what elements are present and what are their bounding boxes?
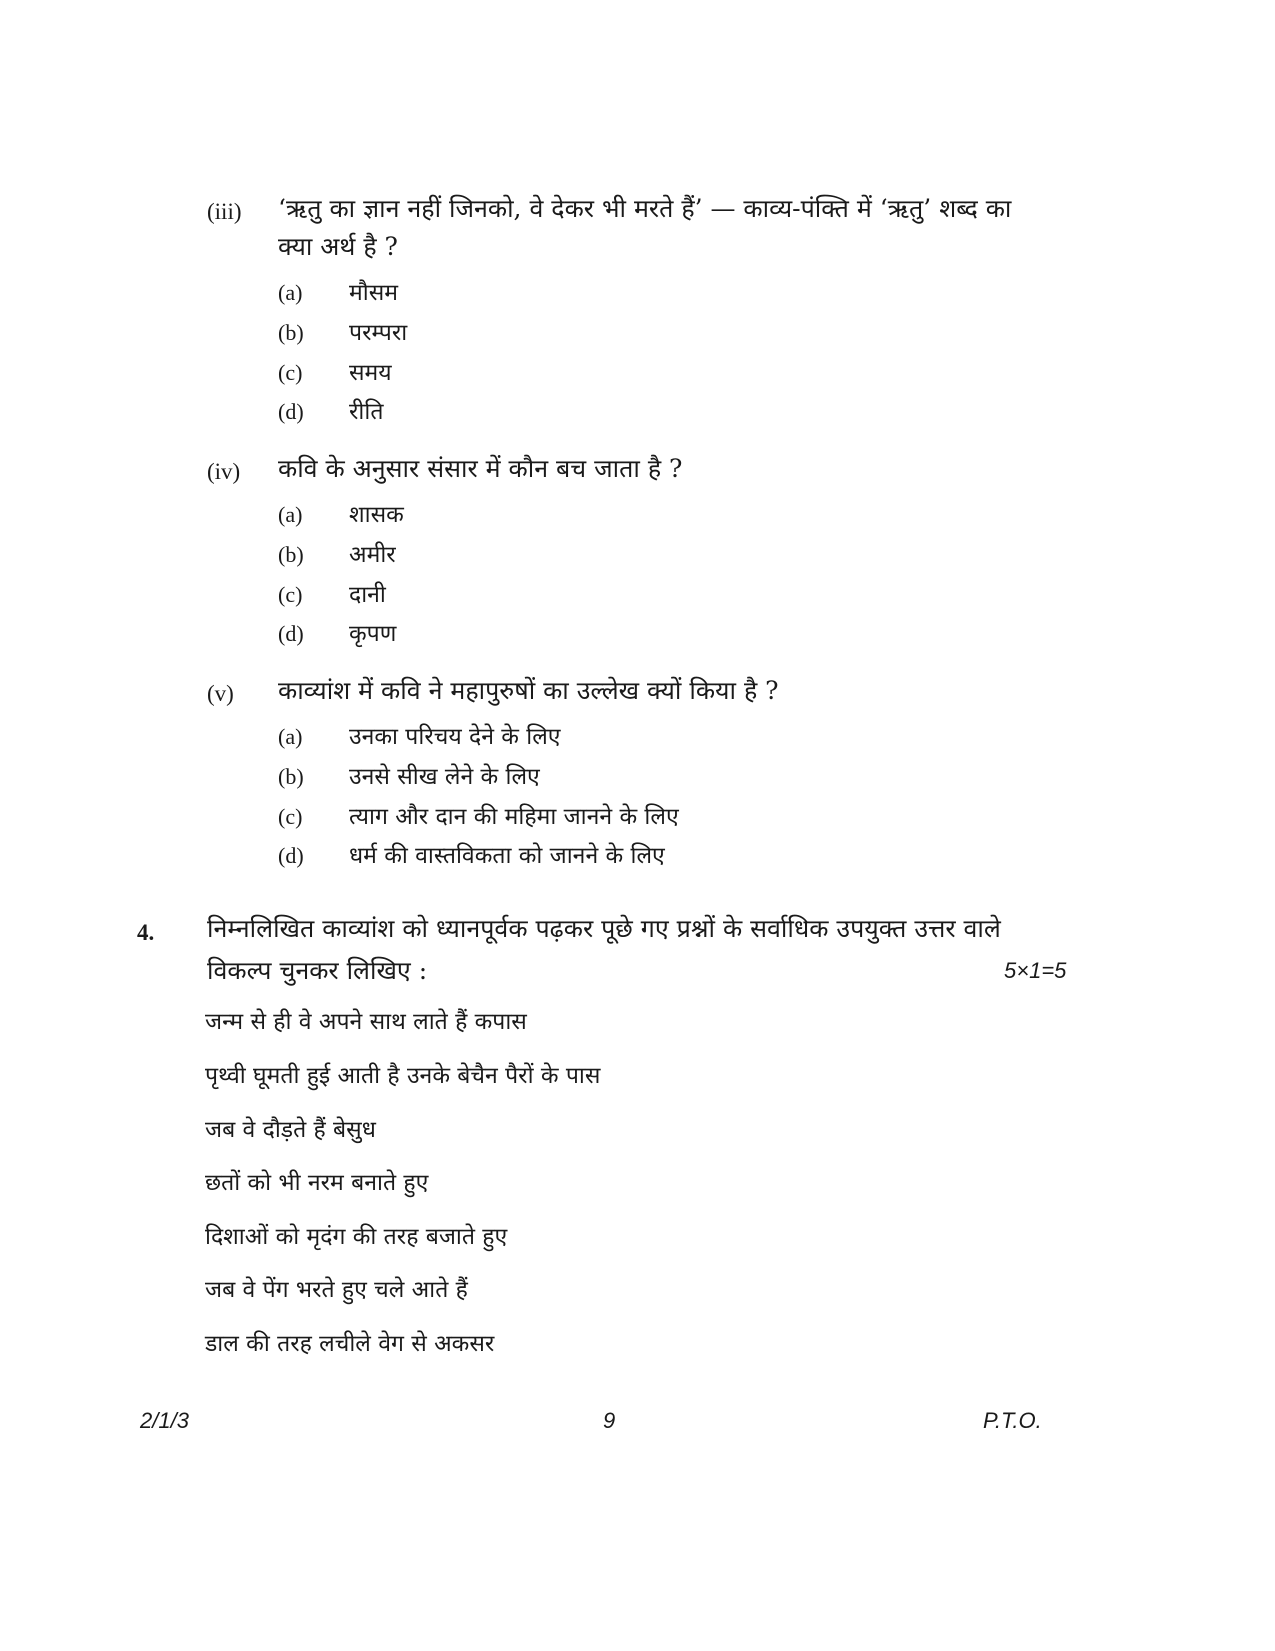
- poem-line: दिशाओं को मृदंग की तरह बजाते हुए: [205, 1224, 508, 1250]
- option-label: (a): [278, 502, 303, 527]
- option-text: दानी: [349, 582, 386, 608]
- option-label: (a): [278, 724, 303, 749]
- paper-code: 2/1/3: [140, 1408, 189, 1433]
- question-number-4: 4.: [137, 920, 155, 945]
- question-number-iv: (iv): [207, 459, 241, 484]
- option-label: (b): [278, 542, 304, 567]
- option-label: (d): [278, 399, 304, 424]
- option-label: (b): [278, 764, 304, 789]
- poem-line: छतों को भी नरम बनाते हुए: [205, 1170, 429, 1196]
- question-number-v: (v): [207, 681, 234, 706]
- option-text: कृपण: [349, 621, 397, 647]
- option-text: त्याग और दान की महिमा जानने के लिए: [349, 804, 679, 830]
- page-number: 9: [603, 1408, 616, 1433]
- option-text: रीति: [349, 399, 384, 425]
- question-iii-text-line2: क्या अर्थ है ?: [278, 232, 398, 261]
- question-iii-text-line1: ‘ऋतु का ज्ञान नहीं जिनको, वे देकर भी मरते हैं’ — काव्य-पंक्ति में ‘ऋतु’ शब्द का: [278, 194, 1012, 223]
- question-4-text-line2: विकल्प चुनकर लिखिए :: [207, 956, 428, 985]
- option-label: (a): [278, 280, 303, 305]
- poem-line: जब वे दौड़ते हैं बेसुध: [205, 1117, 376, 1143]
- option-text: अमीर: [349, 542, 396, 568]
- option-label: (d): [278, 621, 304, 646]
- marks-allocation: 5×1=5: [1004, 958, 1067, 983]
- question-4-text-line1: निम्नलिखित काव्यांश को ध्यानपूर्वक पढ़कर पूछे गए प्रश्नों के सर्वाधिक उपयुक्त उत्तर वाले: [207, 914, 1001, 943]
- option-text: परम्परा: [349, 320, 408, 346]
- question-iv-text: कवि के अनुसार संसार में कौन बच जाता है ?: [278, 454, 683, 483]
- option-label: (c): [278, 582, 303, 607]
- option-label: (b): [278, 320, 304, 345]
- poem-line: डाल की तरह लचीले वेग से अकसर: [205, 1331, 495, 1357]
- option-text: समय: [349, 360, 392, 386]
- question-number-iii: (iii): [207, 199, 242, 224]
- option-label: (d): [278, 843, 304, 868]
- option-text: मौसम: [349, 280, 399, 306]
- poem-line: पृथ्वी घूमती हुई आती है उनके बेचैन पैरों के पास: [205, 1063, 601, 1089]
- option-text: शासक: [349, 502, 404, 528]
- option-label: (c): [278, 360, 303, 385]
- question-v-text: काव्यांश में कवि ने महापुरुषों का उल्लेख क्यों किया है ?: [278, 676, 779, 705]
- option-label: (c): [278, 804, 303, 829]
- please-turn-over: P.T.O.: [983, 1408, 1042, 1433]
- option-text: धर्म की वास्तविकता को जानने के लिए: [349, 843, 665, 869]
- poem-line: जन्म से ही वे अपने साथ लाते हैं कपास: [205, 1009, 527, 1035]
- poem-line: जब वे पेंग भरते हुए चले आते हैं: [205, 1277, 468, 1303]
- option-text: उनका परिचय देने के लिए: [349, 724, 561, 750]
- option-text: उनसे सीख लेने के लिए: [349, 764, 540, 790]
